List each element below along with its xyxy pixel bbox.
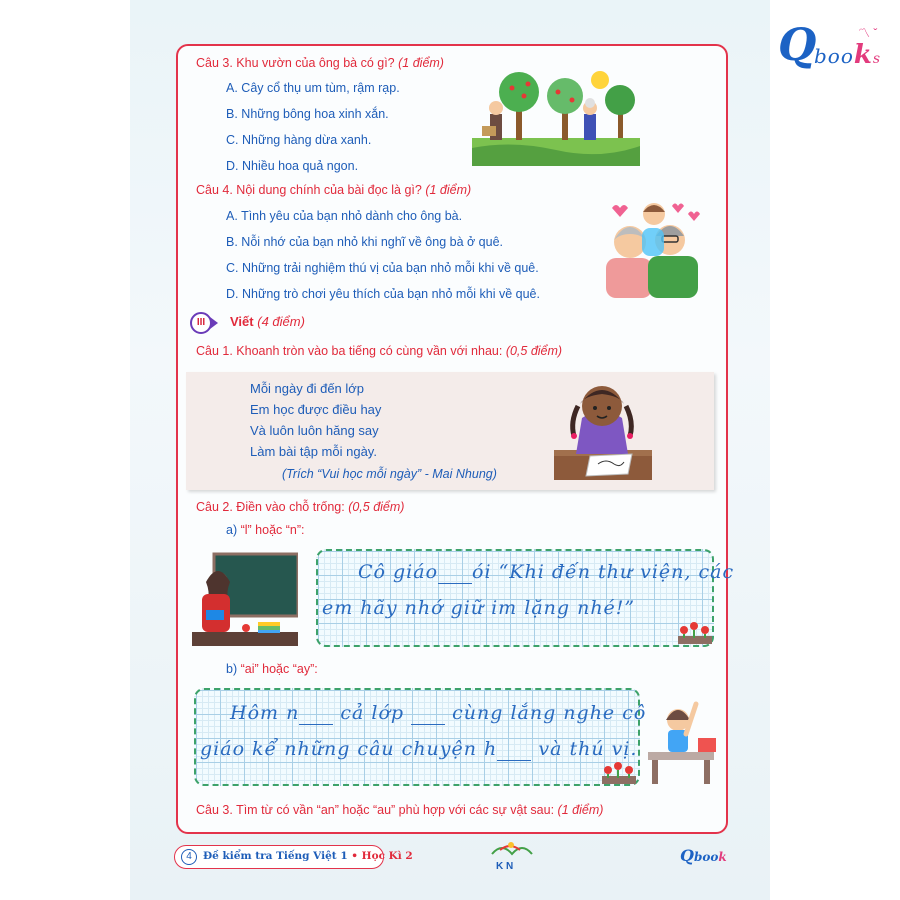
poem-line-3[interactable]: Và luôn luôn hăng say bbox=[250, 423, 379, 438]
handwriting-b-line-1[interactable] bbox=[230, 702, 646, 725]
part-b-label bbox=[226, 662, 318, 676]
option-text: Những trò chơi yêu thích của bạn nhỏ mỗi khi về quê. bbox=[241, 287, 540, 301]
q4-title-text: Câu 4. Nội dung chính của bài đọc là gì? bbox=[196, 183, 422, 197]
teacher-illustration bbox=[192, 552, 298, 646]
q3-option-c[interactable] bbox=[226, 133, 371, 147]
logo-q: Q bbox=[778, 20, 817, 71]
girl-writing-illustration bbox=[548, 376, 652, 480]
kn-logo-text: K N bbox=[496, 861, 514, 872]
page-number: 4 bbox=[181, 849, 197, 865]
w1-title-text: Câu 1. Khoanh tròn vào ba tiếng có cùng vần với nhau: bbox=[196, 344, 503, 358]
term-label: Học Kì 2 bbox=[361, 850, 413, 862]
question-4-title bbox=[196, 183, 471, 197]
poem-line-2[interactable]: Em học được điều hay bbox=[250, 402, 382, 417]
q3-points: (1 điểm) bbox=[398, 56, 444, 70]
option-text: Nỗi nhớ của bạn nhỏ khi nghĩ về ông bà ở quê. bbox=[241, 235, 504, 249]
footer-title bbox=[203, 850, 413, 862]
q4-points: (1 điểm) bbox=[425, 183, 472, 197]
option-text: Những trải nghiệm thú vị của bạn nhỏ mỗi khi về quê. bbox=[241, 261, 539, 275]
section-title-text: Viết bbox=[230, 314, 254, 329]
birds-icon: 〽 ˇ bbox=[858, 26, 878, 40]
option-text: Những hàng dừa xanh. bbox=[241, 133, 372, 147]
option-text: Nhiều hoa quả ngon. bbox=[241, 159, 359, 173]
writing-question-2-title bbox=[196, 500, 404, 514]
w2-points: (0,5 điểm) bbox=[348, 500, 405, 514]
part-a-letter: a) bbox=[226, 523, 238, 537]
footer-title-tab bbox=[174, 845, 413, 869]
fill-blank[interactable] bbox=[299, 702, 333, 725]
option-letter: B. bbox=[226, 107, 238, 121]
part-a-label bbox=[226, 523, 305, 537]
option-text: Những bông hoa xinh xắn. bbox=[241, 107, 389, 121]
part-a-instruction: “l” hoặc “n”: bbox=[240, 523, 305, 537]
logo-boo: boo bbox=[814, 44, 854, 68]
fill-blank[interactable] bbox=[411, 702, 445, 725]
logo-s: s bbox=[872, 51, 882, 67]
hand-text: Cô giáo bbox=[358, 561, 439, 583]
w3-points: (1 điểm) bbox=[557, 803, 604, 817]
question-3-title bbox=[196, 56, 444, 70]
kn-logo-icon bbox=[486, 840, 536, 872]
q3-option-d[interactable] bbox=[226, 159, 358, 173]
option-letter: C. bbox=[226, 261, 239, 275]
option-letter: D. bbox=[226, 287, 239, 301]
option-text: Tình yêu của bạn nhỏ dành cho ông bà. bbox=[241, 209, 463, 223]
hand-text: cả lớp bbox=[340, 702, 405, 724]
garden-illustration bbox=[472, 66, 640, 166]
arrow-icon bbox=[210, 317, 218, 329]
q4-option-c[interactable] bbox=[226, 261, 539, 275]
qbooks-small-logo bbox=[680, 846, 727, 865]
section-points: (4 điểm) bbox=[257, 314, 305, 329]
option-text: Cây cổ thụ um tùm, rậm rạp. bbox=[241, 81, 400, 95]
handwriting-a-line-2: em hãy nhớ giữ im lặng nhé!” bbox=[322, 597, 636, 619]
bullet: • bbox=[351, 850, 358, 862]
w2-title-text: Câu 2. Điền vào chỗ trống: bbox=[196, 500, 345, 514]
q3-option-b[interactable] bbox=[226, 107, 389, 121]
qbooks-logo bbox=[778, 18, 896, 76]
q4-option-d[interactable] bbox=[226, 287, 540, 301]
small-logo-q: Q bbox=[680, 846, 694, 865]
writing-question-3-title bbox=[196, 803, 603, 817]
option-letter: D. bbox=[226, 159, 239, 173]
hand-text: Hôm n bbox=[230, 702, 300, 724]
handwriting-a-line-1[interactable] bbox=[358, 561, 734, 584]
writing-question-1-title bbox=[196, 344, 562, 358]
w3-title-text: Câu 3. Tìm từ có vần “an” hoặc “au” phù hợp với các sự vật sau: bbox=[196, 803, 555, 817]
flowers-icon bbox=[678, 620, 712, 644]
small-logo-k: k bbox=[718, 850, 727, 864]
hand-text: cùng lắng nghe cô bbox=[452, 702, 647, 724]
book-title: Đề kiểm tra Tiếng Việt 1 bbox=[203, 850, 348, 862]
flowers-icon bbox=[602, 760, 636, 784]
part-b-letter: b) bbox=[226, 662, 238, 676]
student-raising-hand-illustration bbox=[644, 690, 724, 786]
section-numeral: III bbox=[190, 312, 212, 334]
q4-option-b[interactable] bbox=[226, 235, 503, 249]
w1-points: (0,5 điểm) bbox=[505, 344, 563, 358]
hand-text: ói “Khi đến thư viện, các bbox=[472, 561, 735, 583]
fill-blank[interactable] bbox=[497, 738, 531, 761]
poem-source: (Trích “Vui học mỗi ngày” - Mai Nhung) bbox=[282, 467, 497, 481]
fill-blank[interactable] bbox=[438, 561, 472, 584]
poem-line-4[interactable]: Làm bài tập mỗi ngày. bbox=[250, 444, 377, 459]
option-letter: B. bbox=[226, 235, 238, 249]
option-letter: A. bbox=[226, 209, 238, 223]
section-3-title bbox=[230, 314, 305, 329]
q3-title-text: Câu 3. Khu vườn của ông bà có gì? bbox=[196, 56, 395, 70]
handwriting-b-line-2[interactable] bbox=[200, 738, 637, 761]
hand-text: và thú vị. bbox=[538, 738, 638, 760]
option-letter: C. bbox=[226, 133, 239, 147]
logo-k: k bbox=[853, 40, 873, 70]
logo-text bbox=[814, 40, 881, 70]
part-b-instruction: “ai” hoặc “ay”: bbox=[240, 662, 318, 676]
grandparents-illustration bbox=[602, 200, 702, 298]
poem-line-1[interactable]: Mỗi ngày đi đến lớp bbox=[250, 381, 365, 396]
option-letter: A. bbox=[226, 81, 238, 95]
small-logo-boo: boo bbox=[693, 850, 719, 864]
q3-option-a[interactable] bbox=[226, 81, 400, 95]
q4-option-a[interactable] bbox=[226, 209, 462, 223]
hand-text: giáo kể những câu chuyện h bbox=[200, 738, 498, 760]
